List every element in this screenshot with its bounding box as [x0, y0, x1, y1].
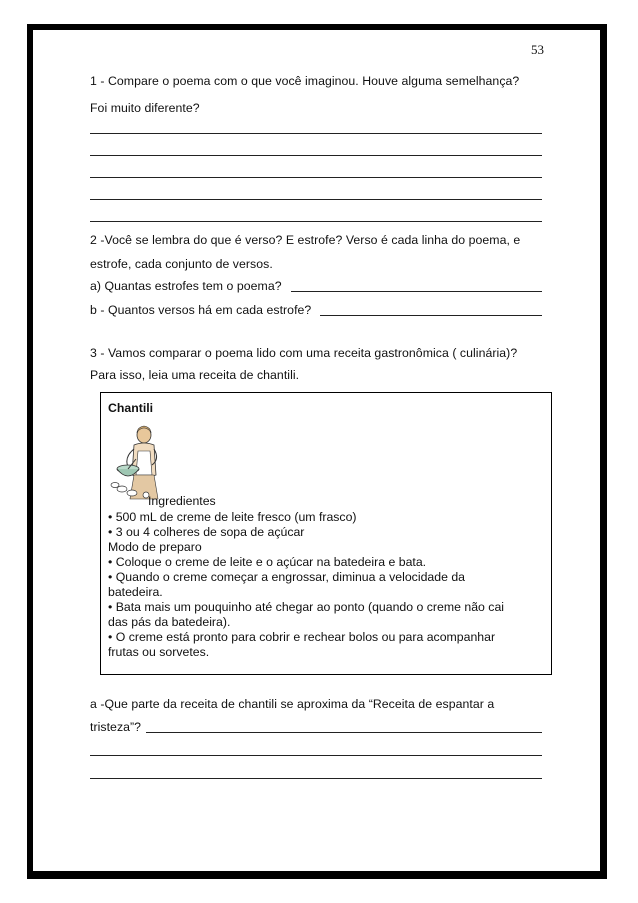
- question-2a: a) Quantas estrofes tem o poema?: [90, 279, 282, 293]
- question-a-line-1: a -Que parte da receita de chantili se aproxima da “Receita de espantar a: [90, 697, 495, 711]
- chef-whisking-bowl-icon: [106, 423, 166, 503]
- question-3-line-1: 3 - Vamos comparar o poema lido com uma receita gastronômica ( culinária)?: [90, 346, 518, 360]
- answer-line[interactable]: [90, 155, 542, 156]
- recipe-ingredient: • 500 mL de creme de leite fresco (um frasco): [108, 510, 357, 524]
- recipe-step-continued: frutas ou sorvetes.: [108, 645, 210, 659]
- recipe-ingredient: • 3 ou 4 colheres de sopa de açúcar: [108, 525, 305, 539]
- answer-line[interactable]: [90, 755, 542, 756]
- question-3-line-2: Para isso, leia uma receita de chantili.: [90, 368, 300, 382]
- recipe-method-heading: Modo de preparo: [108, 540, 202, 554]
- recipe-step: • Quando o creme começar a engrossar, diminua a velocidade da: [108, 570, 466, 584]
- recipe-step-continued: batedeira.: [108, 585, 163, 599]
- recipe-step: • O creme está pronto para cobrir e rechear bolos ou para acompanhar: [108, 630, 496, 644]
- answer-line[interactable]: [90, 221, 542, 222]
- recipe-title: Chantili: [108, 401, 154, 415]
- answer-line[interactable]: [90, 778, 542, 779]
- recipe-step: • Coloque o creme de leite e o açúcar na batedeira e bata.: [108, 555, 427, 569]
- question-1-line-1: 1 - Compare o poema com o que você imaginou. Houve alguma semelhança?: [90, 74, 520, 88]
- answer-line[interactable]: [90, 199, 542, 200]
- answer-line-a[interactable]: [146, 732, 542, 733]
- page-number: 53: [531, 42, 544, 57]
- question-2-line-2: estrofe, cada conjunto de versos.: [90, 257, 273, 271]
- answer-line-2b[interactable]: [320, 315, 542, 316]
- question-2b: b - Quantos versos há em cada estrofe?: [90, 303, 312, 317]
- answer-line[interactable]: [90, 133, 542, 134]
- question-1-line-2: Foi muito diferente?: [90, 101, 200, 115]
- answer-line-2a[interactable]: [291, 291, 542, 292]
- recipe-ingredients-heading: Ingredientes: [148, 494, 216, 508]
- question-2-line-1: 2 -Você se lembra do que é verso? E estrofe? Verso é cada linha do poema, e: [90, 233, 521, 247]
- question-a-line-2: tristeza”?: [90, 720, 142, 734]
- recipe-step: • Bata mais um pouquinho até chegar ao ponto (quando o creme não cai: [108, 600, 505, 614]
- answer-line[interactable]: [90, 177, 542, 178]
- recipe-step-continued: das pás da batedeira).: [108, 615, 231, 629]
